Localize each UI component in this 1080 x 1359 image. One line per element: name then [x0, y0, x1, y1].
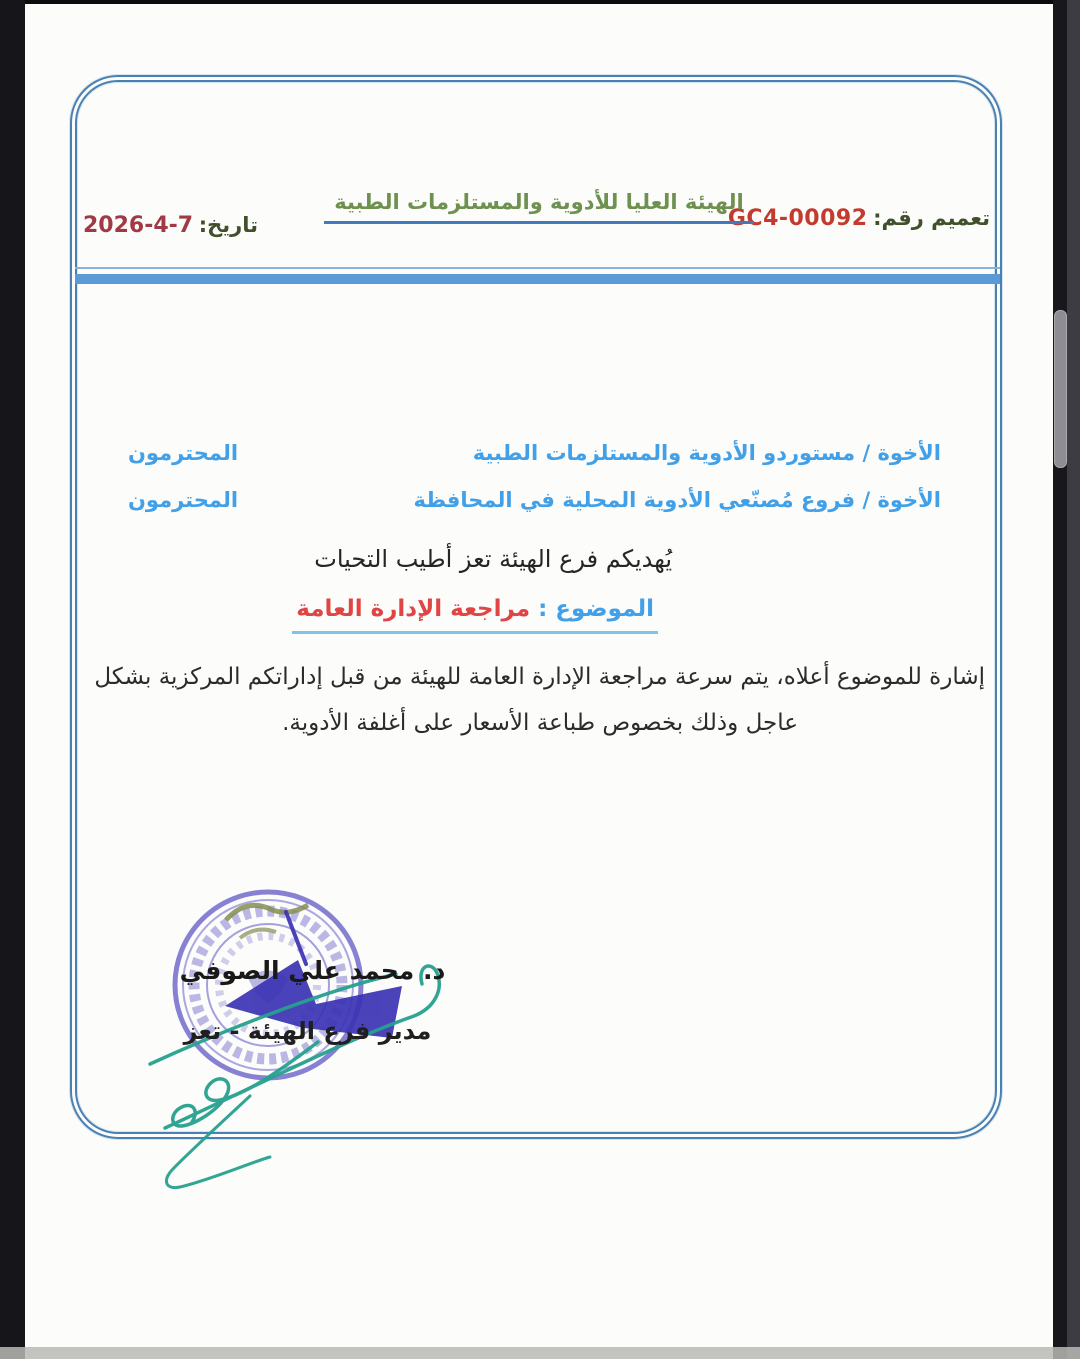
- circular-number-label: تعميم رقم:: [873, 206, 990, 230]
- body-line: إشارة للموضوع أعلاه، يتم سرعة مراجعة الإدارة العامة للهيئة من قبل إداراتكم المركزية بشكل: [94, 664, 985, 690]
- scrollbar-thumb[interactable]: [1054, 310, 1067, 468]
- subject-value: مراجعة الإدارة العامة: [296, 596, 531, 622]
- date-field: [83, 213, 258, 238]
- recipient-name: الأخوة / مستوردو الأدوية والمستلزمات الطبية: [472, 441, 941, 465]
- signatory-name: د. محمد علي الصوفي: [179, 956, 446, 985]
- circular-number-value: GC4-00092: [727, 206, 868, 231]
- date-label: تاريخ:: [198, 213, 258, 237]
- scrollbar-track-inner: [1067, 0, 1080, 1359]
- date-value: 2026-4-7: [83, 213, 194, 238]
- recipient-row: [128, 441, 941, 465]
- recipient-name: الأخوة / فروع مُصنّعي الأدوية المحلية في المحافظة: [413, 488, 941, 512]
- stamp-and-signature-graphic: [100, 856, 520, 1246]
- recipient-honorific: المحترمون: [128, 441, 239, 465]
- organization-title: الهيئة العليا للأدوية والمستلزمات الطبية: [324, 190, 754, 224]
- recipient-row: [128, 488, 941, 512]
- viewer-left-edge: [0, 0, 25, 1359]
- viewer-bottom-edge: [0, 1347, 1080, 1359]
- greeting-line: يُهديكم فرع الهيئة تعز أطيب التحيات: [314, 545, 672, 573]
- scrollbar-track[interactable]: [1053, 0, 1080, 1359]
- signatory-title: مدير فرع الهيئة - تعز: [183, 1017, 432, 1045]
- body-paragraph: [95, 654, 985, 746]
- scanned-letter-page: [25, 4, 1053, 1359]
- recipient-honorific: المحترمون: [128, 488, 239, 512]
- subject-label: الموضوع :: [538, 596, 654, 622]
- body-line: عاجل وذلك بخصوص طباعة الأسعار على أغلفة الأدوية.: [282, 710, 798, 736]
- header-separator-bar: [75, 274, 1000, 284]
- header-separator-thin-line: [75, 267, 1000, 269]
- subject-line: [292, 596, 658, 634]
